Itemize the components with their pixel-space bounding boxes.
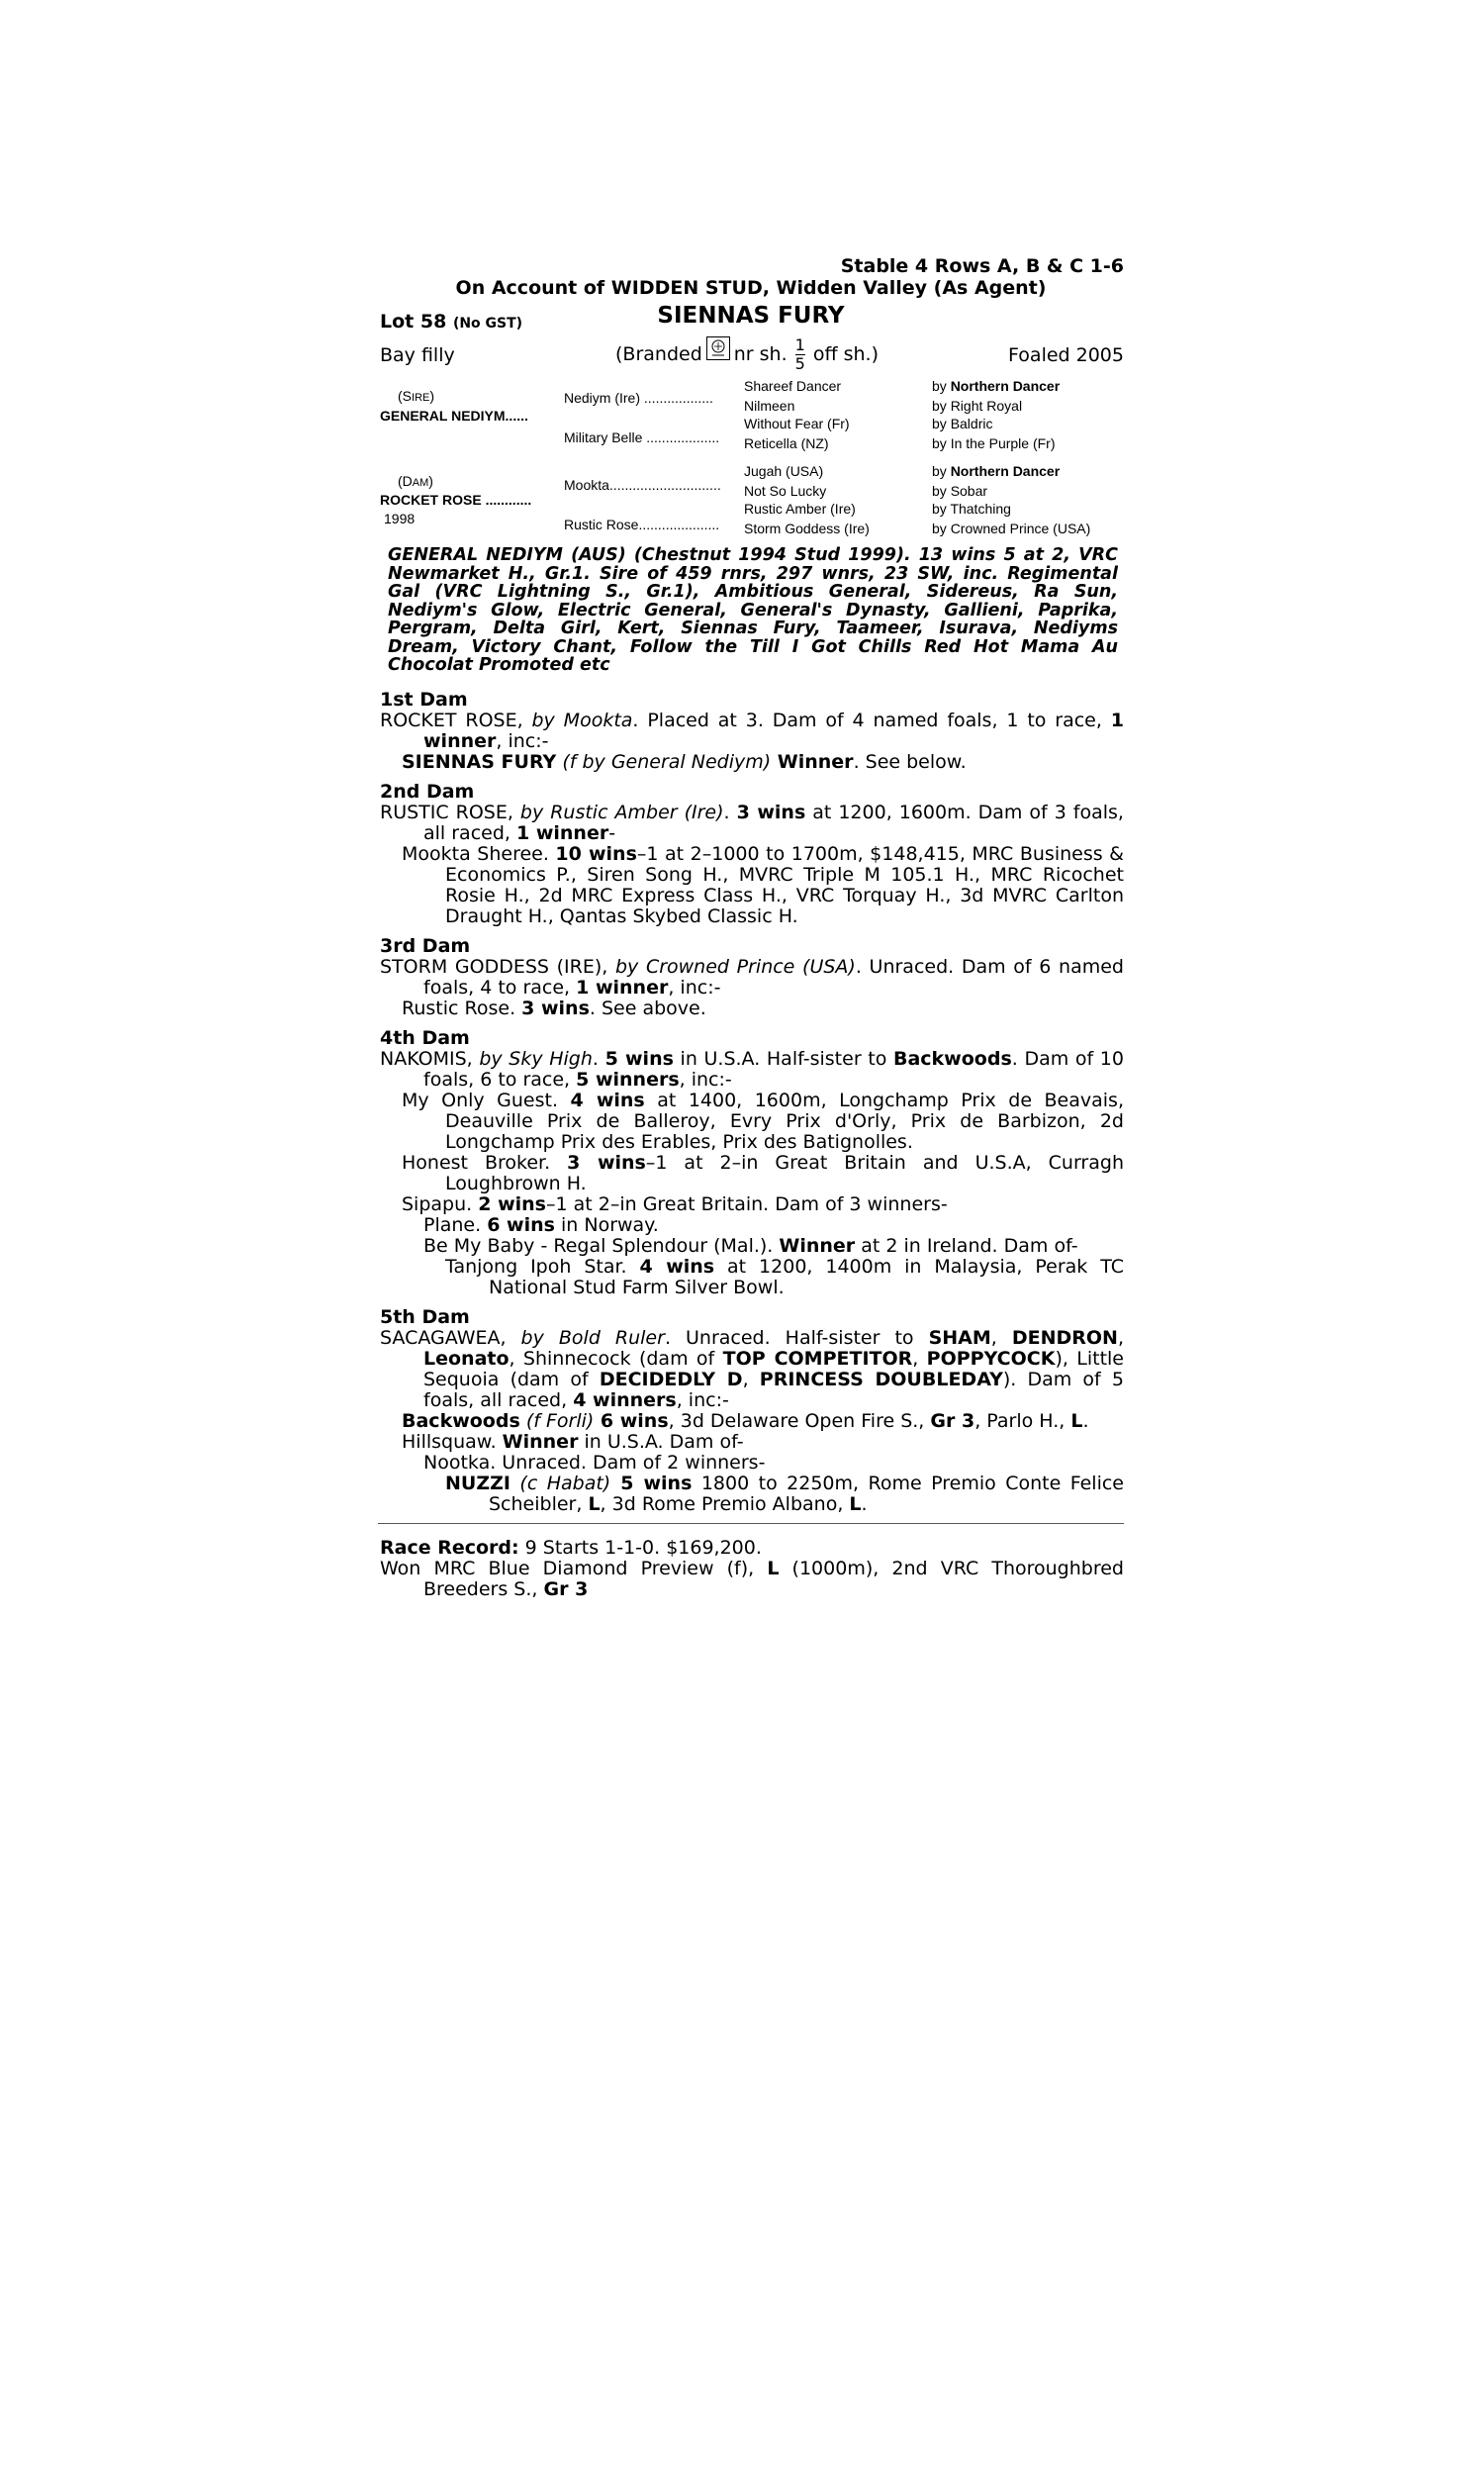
t: , inc:- [679,1068,732,1091]
progeny-entry [402,1091,1124,1153]
description-line [378,333,1124,376]
sire-name: Northern Dancer [950,463,1061,479]
t: , inc:- [496,729,549,752]
grandsire: Nediym (Ire) .................. [564,390,713,406]
great-grandparent: Shareef Dancer [744,378,842,394]
horse-sex-colour: Bay filly [380,344,455,366]
progeny-entry: Nootka. Unraced. Dam of 2 winners- [423,1451,766,1474]
t: 3 wins [521,997,590,1019]
race-record-value: 9 Starts 1-1-0. $169,200. [518,1536,762,1559]
sire-name: Northern Dancer [950,378,1061,394]
sire-name-text: GENERAL NEDIYM [380,408,506,424]
second-dam-entry [380,803,1124,844]
t: . See below. [853,750,967,773]
t: by Mookta [531,709,633,731]
t: L [588,1492,601,1515]
third-dam-heading: 3rd Dam [380,934,471,957]
great-grandparent-sire [932,501,1011,517]
t: 10 wins [555,842,637,865]
by-prefix: by [932,521,951,536]
t: SIENNAS FURY [402,750,557,773]
progeny-entry [402,844,1124,927]
t: 1 winner [576,976,669,999]
t: . [1082,1409,1089,1432]
dam-dam: Rustic Rose..................... [564,517,720,532]
t: 6 wins [594,1409,669,1432]
lot-label: Lot 58 [380,311,447,333]
t: Winner [502,1430,579,1453]
great-grandparent: Without Fear (Fr) [744,416,850,431]
t: DECIDEDLY D [599,1368,743,1390]
t: , [912,1347,927,1370]
foaled-year: Foaled 2005 [1008,344,1124,366]
t: by Crowned Prince (USA) [614,955,856,978]
progeny-entry [423,1215,1124,1236]
t: by Rustic Amber (Ire) [519,801,724,823]
fifth-dam-heading: 5th Dam [380,1305,470,1328]
sire-name: Crowned Prince (USA) [950,521,1091,536]
race-record-label: Race Record: [380,1536,519,1559]
t: L [1070,1409,1083,1432]
first-dam-entry [380,711,1124,752]
sire-statement: GENERAL NEDIYM (AUS) (Chestnut 1994 Stud 1999). 13 wins 5 at 2, VRC Newmarket H., Gr.1. Sire of 459 rnrs, 297 wnrs, 23 SW, inc. Regimental Gal (VRC Lightning S., Gr.1), Ambitious General, Sidereus, Ra Sun, Nediym's Glow, Electric General, General's Dynasty, Gallieni, Paprika, Pergram, Delta Girl, Kert, Siennas Fury, Taameer, Isurava, Nediyms Dream, Victory Chant, Follow the Till I Got Chills Red Hot Mama Au Chocolat Promoted etc [388,545,1118,675]
sire-label-rest: IRE [412,392,430,404]
t: L [849,1492,862,1515]
t: in Norway. [554,1213,659,1236]
fifth-dam-entry [380,1328,1124,1411]
t: Winner [771,750,854,773]
great-grandparent: Storm Goddess (Ire) [744,521,870,536]
t: at 1200, 1400m in Malaysia, Perak TC National Stud Farm Silver Bowl. [489,1255,1124,1298]
t: POPPYCOCK [926,1347,1056,1370]
t: . Placed at 3. Dam of 4 named foals, 1 to race, [632,709,1111,731]
horse-name: SIENNAS FURY [657,303,845,329]
fourth-dam-entry [380,1049,1124,1091]
t: , [1117,1326,1124,1349]
t: . [592,1047,605,1070]
grandsire-text: Nediym (Ire) [564,390,641,406]
t: (c Habat) [510,1472,611,1494]
t: Mookta Sheree. [402,842,556,865]
t: NUZZI [445,1472,510,1494]
t: Gr 3 [930,1409,975,1432]
t: , Shinnecock (dam of [509,1347,723,1370]
progeny-entry [445,1257,1124,1298]
t: L [767,1557,780,1579]
first-dam-heading: 1st Dam [380,688,468,711]
section-divider [378,1523,1124,1524]
t: (f by General Nediym) [556,750,772,773]
great-grandparent-sire [932,483,987,499]
dam-label-initial: D [402,473,413,489]
by-prefix: by [932,378,951,394]
t: , [742,1368,760,1390]
t: , [990,1326,1012,1349]
t: SACAGAWEA, [380,1326,521,1349]
sire-label: (SIRE) [398,388,435,404]
t: PRINCESS DOUBLEDAY [759,1368,1003,1390]
race-wins [380,1559,1124,1600]
t: Honest Broker. [402,1151,568,1174]
by-prefix: by [932,483,951,499]
t: at 1200, 1600m. Dam of 3 foals, all raced, [423,801,1124,844]
progeny-entry [402,1432,1124,1453]
lot-line [378,303,1124,333]
t: Gr 3 [543,1577,589,1600]
race-record [380,1538,1124,1559]
t: –1 at 2–in Great Britain. Dam of 3 winners- [545,1192,948,1215]
fraction-bottom: 5 [794,353,805,373]
t: Be My Baby - Regal Splendour (Mal.). [423,1234,780,1257]
t: . Unraced. Half-sister to [664,1326,929,1349]
great-grandparent: Not So Lucky [744,483,827,499]
lot-horse-entry [402,752,1124,773]
stable-location: Stable 4 Rows A, B & C 1-6 [840,255,1124,277]
t: My Only Guest. [402,1089,571,1111]
progeny-entry [402,1194,1124,1215]
progeny-entry [402,999,1124,1019]
great-grandparent: Jugah (USA) [744,463,824,479]
dam-label: (DAM) [398,473,433,489]
t: . [723,801,737,823]
by-prefix: by [932,463,951,479]
dam-name-text: ROCKET ROSE [380,492,482,508]
great-grandparent-sire [932,435,1056,451]
t: , 3d Rome Premio Albano, [600,1492,850,1515]
t: STORM GODDESS (IRE), [380,955,615,978]
dam-name: ROCKET ROSE ............ [380,492,532,508]
t: at 1400, 1600m, Longchamp Prix de Beavais, Deauville Prix de Balleroy, Evry Prix d'Orly, Prix de Barbizon, 2d Longchamp Prix des Erables, Prix des Batignolles. [445,1089,1124,1153]
t: Winner [779,1234,856,1257]
t: , 3d Delaware Open Fire S., [668,1409,931,1432]
fourth-dam-heading: 4th Dam [380,1026,470,1049]
dam-dam-text: Rustic Rose [564,517,639,532]
t: (1000m), 2nd VRC Thoroughbred Breeders S., [423,1557,1124,1600]
t: 5 wins [604,1047,674,1070]
fraction-top: 1 [794,334,805,354]
t: 5 winners [576,1068,680,1091]
progeny-entry [445,1474,1124,1515]
catalogue-page [378,255,1124,1600]
t: 1800 to 2250m, Rome Premio Conte Felice Scheibler, [489,1472,1124,1515]
t: in U.S.A. Half-sister to [673,1047,893,1070]
t: 3 wins [736,801,806,823]
sire-name: In the Purple (Fr) [950,435,1056,451]
great-grandparent: Rustic Amber (Ire) [744,501,856,517]
t: , Parlo H., [974,1409,1071,1432]
t: . [861,1492,868,1515]
sire-dam-text: Military Belle [564,429,643,445]
t: . Unraced. Dam of 6 named foals, 4 to race, [423,955,1124,999]
t: 6 wins [487,1213,555,1236]
brand-info [615,333,879,376]
great-grandparent-sire [932,416,992,431]
sire-name: Baldric [950,416,993,431]
by-prefix: by [932,435,951,451]
t: –1 at 2–1000 to 1700m, $148,415, MRC Business & Economics P., Siren Song H., MVRC Triple M 105.1 H., MRC Ricochet Rosie H., 2d MRC Express Class H., VRC Torquay H., 3d MVRC Carlton Draught H., Qantas Skybed Classic H. [445,842,1124,927]
pedigree-table [378,378,1124,536]
t: SHAM [928,1326,991,1349]
dam-sire-text: Mookta [564,477,609,493]
great-grandparent-sire [932,521,1090,536]
sire-name: Right Royal [950,398,1023,414]
dam-year: 1998 [384,511,416,526]
great-grandparent-sire [932,398,1022,414]
t: by Bold Ruler [520,1326,665,1349]
sire-name: Thatching [950,501,1011,517]
t: at 2 in Ireland. Dam of- [855,1234,1078,1257]
t: , inc:- [668,976,721,999]
branded-label: (Branded [615,343,702,365]
t: by Sky High [479,1047,593,1070]
t: 4 wins [639,1255,715,1278]
progeny-entry [402,1411,1124,1432]
t: Rustic Rose. [402,997,522,1019]
by-prefix: by [932,398,951,414]
t: (f Forli) [519,1409,595,1432]
dam-label-rest: AM [412,477,429,489]
t: Backwoods [402,1409,520,1432]
t: Backwoods [892,1047,1012,1070]
t: ROCKET ROSE, [380,709,532,731]
t: Hillsquaw. [402,1430,503,1453]
sire-name: Sobar [950,483,988,499]
t: NAKOMIS, [380,1047,480,1070]
t: . See above. [589,997,706,1019]
t: , inc:- [676,1388,729,1411]
third-dam-entry [380,957,1124,999]
t: RUSTIC ROSE, [380,801,520,823]
t: Tanjong Ipoh Star. [445,1255,640,1278]
by-prefix: by [932,416,951,431]
t: 1 winner [423,709,1124,752]
dam-sire: Mookta............................. [564,477,721,493]
t: ). Dam of 5 foals, all raced, [423,1368,1124,1411]
t: 4 wins [570,1089,645,1111]
t: ), Little Sequoia (dam of [423,1347,1124,1390]
t: 4 winners [573,1388,677,1411]
off-sh-label: off sh.) [812,343,879,365]
great-grandparent: Nilmeen [744,398,795,414]
progeny-entry [423,1236,1124,1257]
t: –1 at 2–in Great Britain and U.S.A, Curragh Loughbrown H. [445,1151,1124,1194]
sire-dam: Military Belle ................... [564,429,720,445]
gst-note: (No GST) [452,316,523,332]
t: Leonato [423,1347,510,1370]
t: DENDRON [1011,1326,1118,1349]
t: . Dam of 10 foals, 6 to race, [423,1047,1124,1091]
by-prefix: by [932,501,951,517]
t: 5 wins [610,1472,693,1494]
t: 2 wins [478,1192,546,1215]
brand-mark-icon [706,336,730,360]
nr-sh-label: nr sh. [733,343,788,365]
great-grandparent: Reticella (NZ) [744,435,829,451]
brand-fraction [795,336,805,373]
t: - [608,821,616,844]
t: in U.S.A. Dam of- [578,1430,744,1453]
great-grandparent-sire [932,378,1060,394]
vendor-account: On Account of WIDDEN STUD, Widden Valley (As Agent) [455,277,1047,299]
t: 1 winner [515,821,609,844]
second-dam-heading: 2nd Dam [380,780,475,803]
sire-label-initial: S [402,388,413,404]
t: TOP COMPETITOR [722,1347,913,1370]
great-grandparent-sire [932,463,1060,479]
t: Plane. [423,1213,488,1236]
t: Won MRC Blue Diamond Preview (f), [380,1557,768,1579]
progeny-entry [402,1153,1124,1194]
t: 3 wins [567,1151,646,1174]
t: Sipapu. [402,1192,479,1215]
sire-name: GENERAL NEDIYM...... [380,408,528,424]
